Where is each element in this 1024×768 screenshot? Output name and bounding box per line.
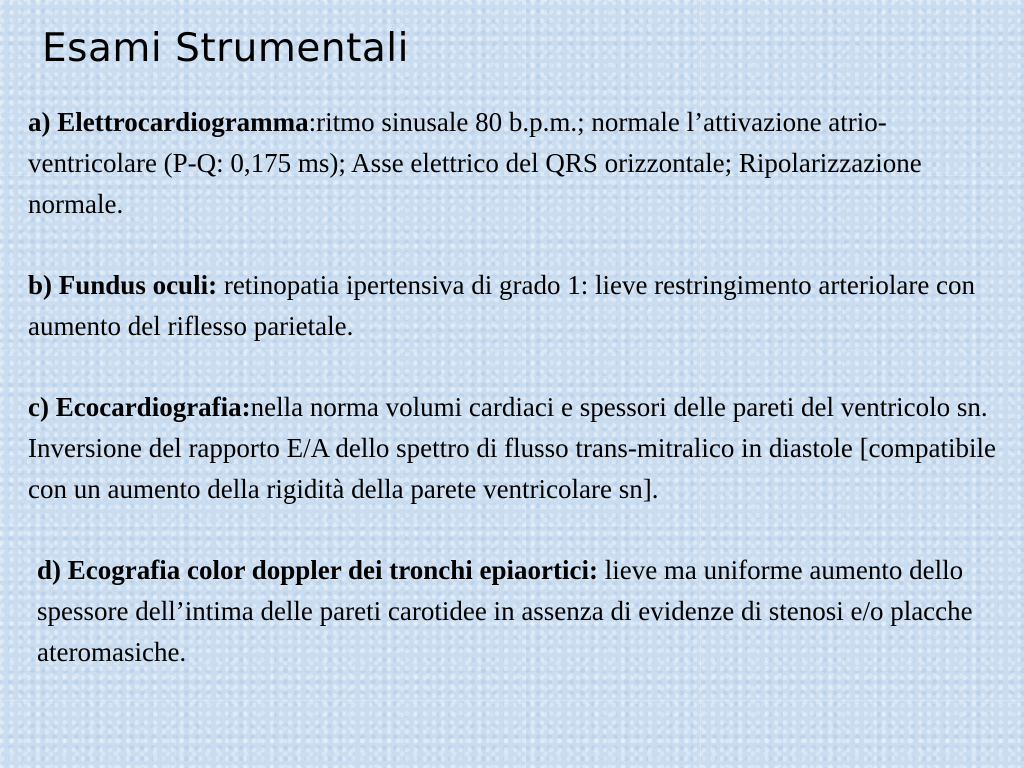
section-doppler-label: d) Ecografia color doppler dei tronchi epiaortici: [37, 555, 598, 585]
section-echo-text: nella norma volumi cardiaci e spessori delle pareti del ventricolo sn. Inversione del rapporto E/A dello spettro di flusso trans-mitralico in diastole [compatibile con un aumento della rigidità della parete ventricolare sn]. [28, 392, 997, 504]
slide-body [28, 102, 1013, 673]
section-fundus-text: retinopatia ipertensiva di grado 1: lieve restringimento arteriolare con aumento del riflesso parietale. [28, 270, 976, 341]
section-ecg-label: a) Elettrocardiogramma [28, 107, 309, 137]
slide-title: Esami Strumentali [42, 26, 409, 71]
section-ecg-text: :ritmo sinusale 80 b.p.m.; normale l’attivazione atrio-ventricolare (P-Q: 0,175 ms); Asse elettrico del QRS orizzontale; Ripolarizzazione normale. [28, 107, 922, 219]
section-doppler [28, 550, 1013, 673]
section-echo [28, 387, 1013, 510]
section-ecg [28, 102, 1013, 225]
section-fundus [28, 265, 1013, 347]
section-doppler-text: lieve ma uniforme aumento dello spessore dell’intima delle pareti carotidee in assenza di evidenze di stenosi e/o placche ateromasiche. [37, 555, 973, 667]
section-echo-label: c) Ecocardiografia: [28, 392, 251, 422]
section-fundus-label: b) Fundus oculi: [28, 270, 218, 300]
